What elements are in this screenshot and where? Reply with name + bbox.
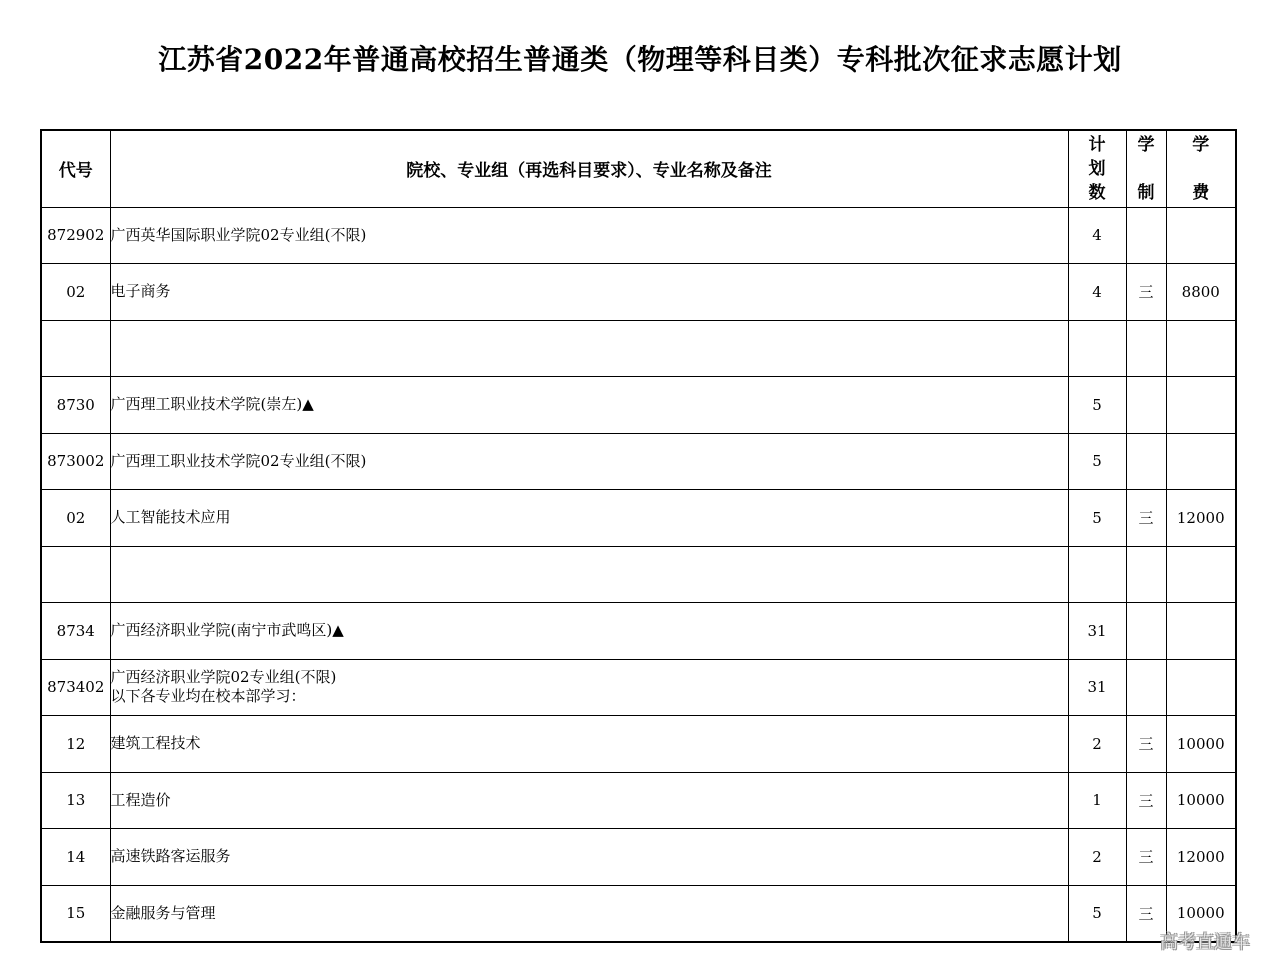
cell-name [110,659,1068,716]
table-row [41,546,1236,603]
cell-code: 02 [41,264,110,321]
table-header-row [41,130,1236,207]
cell-code [41,320,110,377]
cell-name [110,377,1068,434]
cell-duration [1126,546,1166,603]
table-row [41,207,1236,264]
row-name-text: 广西英华国际职业学院02专业组(不限) [110,225,367,244]
cell-duration [1126,320,1166,377]
row-name-text: 广西经济职业学院(南宁市武鸣区)▲ [110,621,344,640]
row-name-text: 高速铁路客运服务 [110,847,231,866]
cell-plan: 31 [1068,603,1126,660]
cell-fee [1166,377,1236,434]
cell-name [110,829,1068,886]
enrollment-plan-table [40,129,1237,943]
cell-plan: 4 [1068,207,1126,264]
cell-plan: 4 [1068,264,1126,321]
row-name-text: 金融服务与管理 [110,903,216,922]
cell-fee: 8800 [1166,264,1236,321]
table-row [41,829,1236,886]
cell-name [110,490,1068,547]
row-name-text: 工程造价 [110,790,171,809]
header-name: 院校、专业组（再选科目要求）、专业名称及备注 [110,130,1068,207]
cell-code: 8734 [41,603,110,660]
cell-code [41,546,110,603]
cell-code: 15 [41,885,110,942]
header-code: 代号 [41,130,110,207]
row-name-text: 建筑工程技术 [110,734,201,753]
cell-code: 14 [41,829,110,886]
cell-duration: 三 [1126,716,1166,773]
table-row [41,885,1236,942]
table-row [41,433,1236,490]
cell-plan: 2 [1068,716,1126,773]
cell-duration: 三 [1126,264,1166,321]
cell-code: 872902 [41,207,110,264]
cell-plan: 2 [1068,829,1126,886]
table-row [41,659,1236,716]
cell-name [110,433,1068,490]
cell-duration: 三 [1126,829,1166,886]
cell-fee [1166,320,1236,377]
watermark: 高考直通车 [1160,932,1250,953]
cell-duration: 三 [1126,490,1166,547]
cell-code: 02 [41,490,110,547]
row-name-text: 广西理工职业技术学院02专业组(不限) [110,451,367,470]
cell-name [110,885,1068,942]
cell-fee: 10000 [1166,772,1236,829]
cell-name [110,603,1068,660]
row-name-text: 人工智能技术应用 [110,508,231,527]
cell-fee [1166,603,1236,660]
row-name-text: 广西经济职业学院02专业组(不限) [110,668,337,687]
cell-duration [1126,603,1166,660]
cell-duration: 三 [1126,885,1166,942]
cell-duration [1126,377,1166,434]
table-row [41,490,1236,547]
header-fee: 学 费 [1166,130,1236,207]
row-name-text: 广西理工职业技术学院(崇左)▲ [110,395,314,414]
table-row [41,264,1236,321]
cell-name [110,320,1068,377]
cell-fee [1166,433,1236,490]
table-row [41,716,1236,773]
cell-name [110,546,1068,603]
cell-fee: 10000 [1166,716,1236,773]
cell-plan [1068,546,1126,603]
cell-code: 873002 [41,433,110,490]
cell-fee [1166,546,1236,603]
cell-duration: 三 [1126,772,1166,829]
cell-fee: 12000 [1166,829,1236,886]
cell-fee [1166,207,1236,264]
cell-plan: 5 [1068,885,1126,942]
table-row [41,772,1236,829]
cell-duration [1126,433,1166,490]
cell-plan: 5 [1068,433,1126,490]
cell-duration [1126,659,1166,716]
row-note-text: 以下各专业均在校本部学习： [110,687,306,706]
cell-plan: 31 [1068,659,1126,716]
cell-code: 8730 [41,377,110,434]
cell-plan: 5 [1068,490,1126,547]
cell-plan [1068,320,1126,377]
cell-name [110,207,1068,264]
table-row [41,320,1236,377]
header-plan: 计 划 数 [1068,130,1126,207]
cell-fee: 12000 [1166,490,1236,547]
header-duration: 学 制 [1126,130,1166,207]
cell-fee [1166,659,1236,716]
cell-code: 13 [41,772,110,829]
cell-name [110,264,1068,321]
cell-name [110,716,1068,773]
table-row [41,603,1236,660]
cell-name [110,772,1068,829]
cell-duration [1126,207,1166,264]
cell-fee: 10000 [1166,885,1236,942]
cell-code: 12 [41,716,110,773]
page-title: 江苏省2022年普通高校招生普通类（物理等科目类）专科批次征求志愿计划 [158,43,1122,76]
cell-code: 873402 [41,659,110,716]
cell-plan: 1 [1068,772,1126,829]
cell-plan: 5 [1068,377,1126,434]
table-row [41,377,1236,434]
table-body [41,207,1236,942]
row-name-text: 电子商务 [110,282,171,301]
